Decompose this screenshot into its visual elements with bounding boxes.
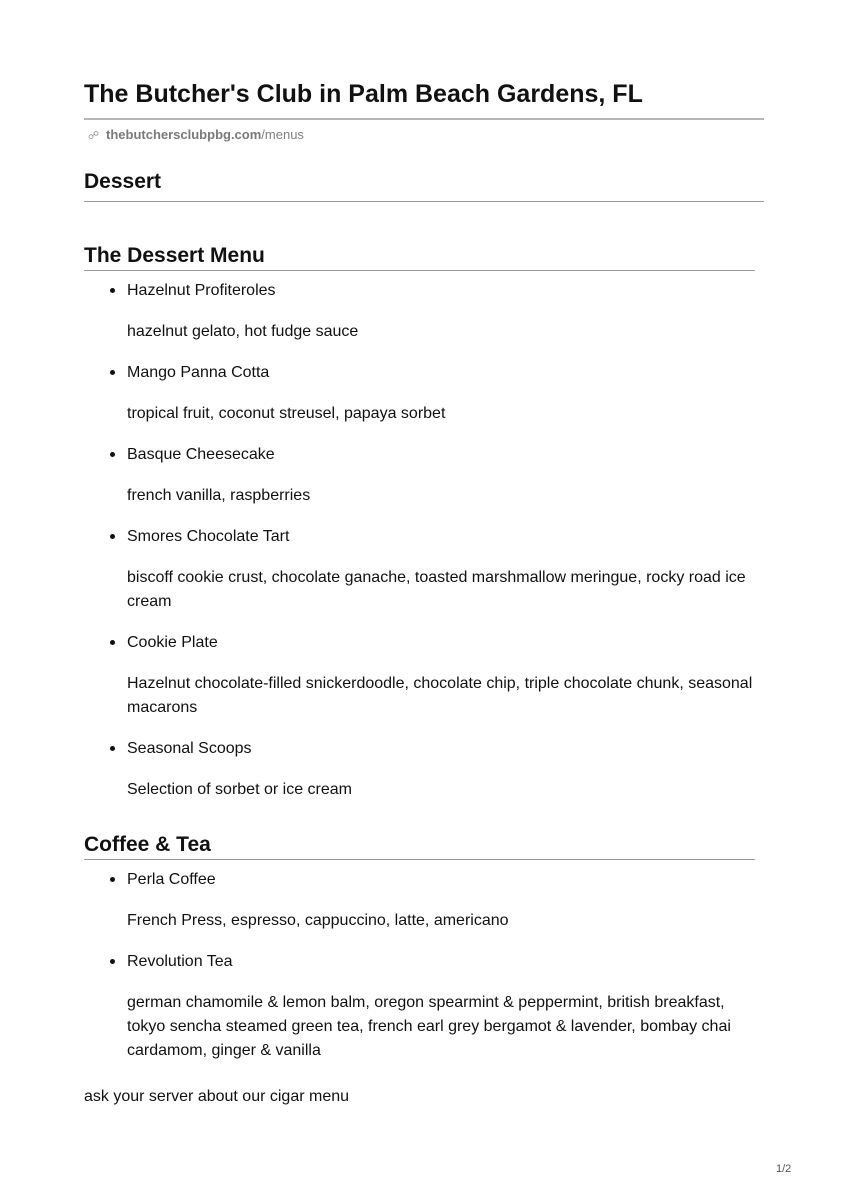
bullet-icon bbox=[110, 452, 115, 457]
link-icon: ☍ bbox=[88, 130, 100, 142]
section-title: Dessert bbox=[84, 170, 162, 193]
item-description: Selection of sorbet or ice cream bbox=[127, 781, 352, 798]
bullet-icon bbox=[110, 370, 115, 375]
item-name: Basque Cheesecake bbox=[127, 446, 275, 463]
bullet-icon bbox=[110, 534, 115, 539]
list-item bbox=[84, 361, 755, 426]
bullet-icon bbox=[110, 877, 115, 882]
list-item bbox=[84, 950, 755, 1063]
source-path: /menus bbox=[261, 127, 304, 142]
footer-note: ask your server about our cigar menu bbox=[84, 1088, 350, 1105]
list-item bbox=[84, 525, 755, 614]
bullet-icon bbox=[110, 746, 115, 751]
item-name: Mango Panna Cotta bbox=[127, 364, 270, 381]
menu-heading: The Dessert Menu bbox=[84, 241, 755, 271]
dessert-menu-section bbox=[84, 241, 755, 802]
page-number: 1/2 bbox=[776, 1163, 792, 1175]
item-description: French Press, espresso, cappuccino, latte, americano bbox=[127, 912, 509, 929]
title-divider bbox=[84, 118, 764, 120]
bullet-icon bbox=[110, 288, 115, 293]
item-name: Cookie Plate bbox=[127, 634, 218, 651]
menu-list bbox=[84, 868, 755, 1063]
item-description: german chamomile & lemon balm, oregon spearmint & peppermint, british breakfast, tokyo sencha steamed green tea, french earl grey bergamot & lavender, bombay chai cardamom, ginger & vanilla bbox=[127, 994, 731, 1059]
menu-list bbox=[84, 279, 755, 802]
item-name: Revolution Tea bbox=[127, 953, 233, 970]
source-link[interactable] bbox=[88, 127, 304, 142]
list-item bbox=[84, 868, 755, 933]
page-title: The Butcher's Club in Palm Beach Gardens, FL bbox=[84, 80, 643, 108]
coffee-tea-section bbox=[84, 830, 755, 1063]
item-name: Smores Chocolate Tart bbox=[127, 528, 290, 545]
bullet-icon bbox=[110, 959, 115, 964]
item-description: biscoff cookie crust, chocolate ganache, toasted marshmallow meringue, rocky road ice cream bbox=[127, 569, 746, 610]
item-description: french vanilla, raspberries bbox=[127, 487, 311, 504]
section-divider bbox=[84, 201, 764, 202]
source-domain: thebutchersclubpbg.com bbox=[106, 127, 262, 142]
item-name: Hazelnut Profiteroles bbox=[127, 282, 276, 299]
item-description: hazelnut gelato, hot fudge sauce bbox=[127, 323, 359, 340]
list-item bbox=[84, 443, 755, 508]
list-item bbox=[84, 631, 755, 720]
item-description: Hazelnut chocolate-filled snickerdoodle, chocolate chip, triple chocolate chunk, seasonal macarons bbox=[127, 675, 753, 716]
list-item bbox=[84, 737, 755, 802]
item-name: Perla Coffee bbox=[127, 871, 216, 888]
item-name: Seasonal Scoops bbox=[127, 740, 252, 757]
menu-heading: Coffee & Tea bbox=[84, 830, 755, 860]
bullet-icon bbox=[110, 640, 115, 645]
list-item bbox=[84, 279, 755, 344]
item-description: tropical fruit, coconut streusel, papaya sorbet bbox=[127, 405, 446, 422]
